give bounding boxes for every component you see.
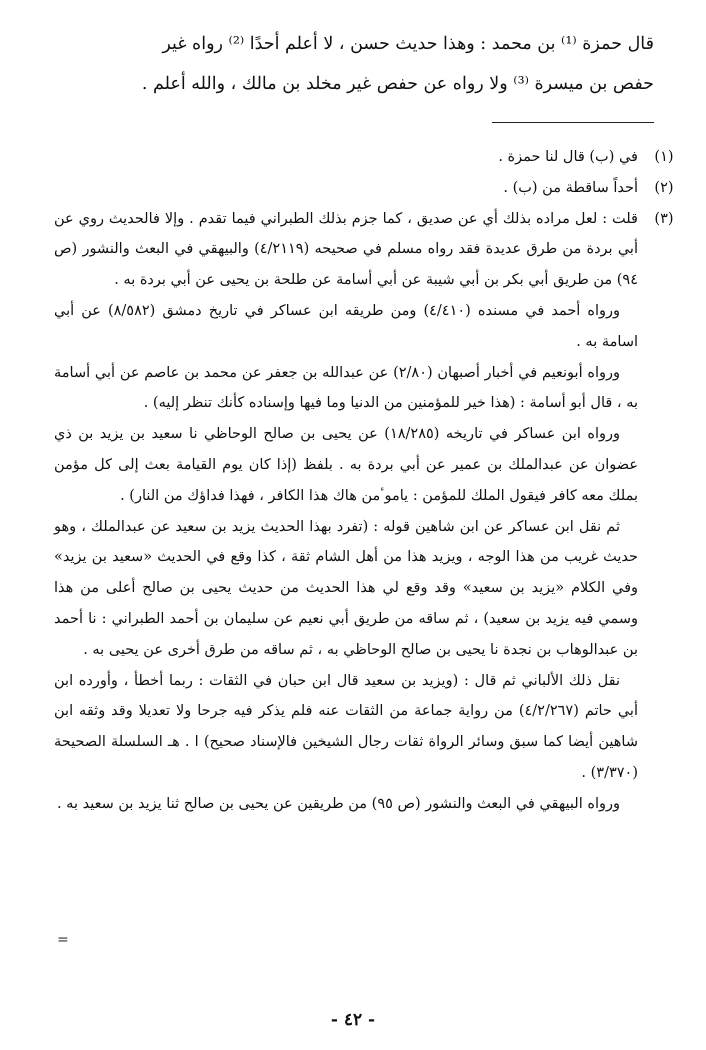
footnote-paragraph: أحداً ساقطة من (ب) . <box>503 179 638 196</box>
footnote-paragraph: ورواه البيهقي في البعث والنشور (ص ٩٥) من طريقين عن يحيى بن صالح ثنا يزيد بن سعيد به . <box>56 795 620 812</box>
footnote-paragraph: ورواه ابن عساكر في تاريخه (١٨/٢٨٥) عن يحيى بن صالح الوحاظي نا سعيد بن يزيد بن ذي عضوان عن عبدالملك بن عمير عن أبي بردة به . بلفظ (إذا كان يوم القيامة بعث إلى كل مؤمن بملك معه كافر فيقول الملك للمؤمن : ياموٴمن هاك هذا الكافر ، فهذا فداؤك من النار) . <box>54 426 638 504</box>
footnote-3 <box>54 204 690 820</box>
footnote-body <box>54 142 638 173</box>
footnote-paragraph: قلت : لعل مراده بذلك أي عن صديق ، كما جزم بذلك الطبراني فيما تقدم . وإلا فالحديث روي عن أبي بردة من طرق عديدة فقد رواه مسلم في صحيحه (٤/٢١١٩) والبيهقي في البعث والنشور (ص ٩٤) من طريق أبي بكر بن أبي شيبة عن أبي أسامة عن طلحة بن يحيى عن أبي بردة به . <box>54 210 638 289</box>
footnotes <box>54 142 690 820</box>
footnote-body <box>54 204 638 820</box>
footnote-2 <box>54 173 690 204</box>
footnote-body <box>54 173 638 204</box>
footnote-separator <box>492 122 654 123</box>
footnote-paragraph: ورواه أبونعيم في أخبار أصبهان (٢/٨٠) عن عبدالله بن جعفر عن محمد بن عاصم عن أبي أسامة به ، قال أبو أسامة : (هذا خير للمؤمنين من الدنيا وما فيها وإسناده كأنك تنظر إليه) . <box>54 364 638 412</box>
continuation-mark: = <box>57 932 69 948</box>
footnote-paragraph: في (ب) قال لنا حمزة . <box>498 149 638 165</box>
footnote-number: (٣) <box>654 210 674 227</box>
main-text-line: حفص بن ميسرة ⁽³⁾ ولا رواه عن حفص غير مخلد بن مالك ، والله أعلم . <box>141 74 654 94</box>
footnote-number: (٢) <box>654 179 674 196</box>
footnote-number: (١) <box>654 149 674 165</box>
main-text-line: قال حمزة ⁽¹⁾ بن محمد : وهذا حديث حسن ، لا أعلم أحدًا ⁽²⁾ رواه غير <box>162 34 654 54</box>
main-text <box>44 24 654 104</box>
footnote-1 <box>54 142 690 173</box>
page-number: - ٤٢ - <box>330 1010 376 1030</box>
footnote-paragraph: ثم نقل ابن عساكر عن ابن شاهين قوله : (تفرد بهذا الحديث يزيد بن سعيد عن عبدالملك ، وهو حديث غريب من هذا الوجه ، ويزيد هذا من أهل الشام ثقة ، كذا وقع في الحديث «سعيد بن يزيد» وفي الكلام «يزيد بن سعيد» وقد وقع لي هذا الحديث من حديث يحيى بن صالح أعلى من هذا وسمي فيه يزيد بن سعيد) ، ثم ساقه من طريق أبي نعيم عن سليمان بن أحمد الطبراني : نا أحمد بن عبدالوهاب بن نجدة نا يحيى بن صالح الوحاظي به ، ثم ساقه من طرق أخرى عن يحيى به . <box>54 518 638 658</box>
footnote-paragraph: نقل ذلك الألباني ثم قال : (ويزيد بن سعيد قال ابن حبان في الثقات : ربما أخطأ ، وأورده ابن أبي حاتم (٤/٢/٢٦٧) من رواية جماعة من الثقات عنه فلم يذكر فيه جرحا ولا تعديلا وقد وثقه ابن شاهين أيضا كما سبق وسائر الرواة ثقات رجال الشيخين فالإسناد صحيح) ا . هـ السلسلة الصحيحة (٣/٣٧٠) . <box>54 672 638 781</box>
footnote-paragraph: ورواه أحمد في مسنده (٤/٤١٠) ومن طريقه ابن عساكر في تاريخ دمشق (٨/٥٨٢) عن أبي اسامة به . <box>54 302 638 350</box>
